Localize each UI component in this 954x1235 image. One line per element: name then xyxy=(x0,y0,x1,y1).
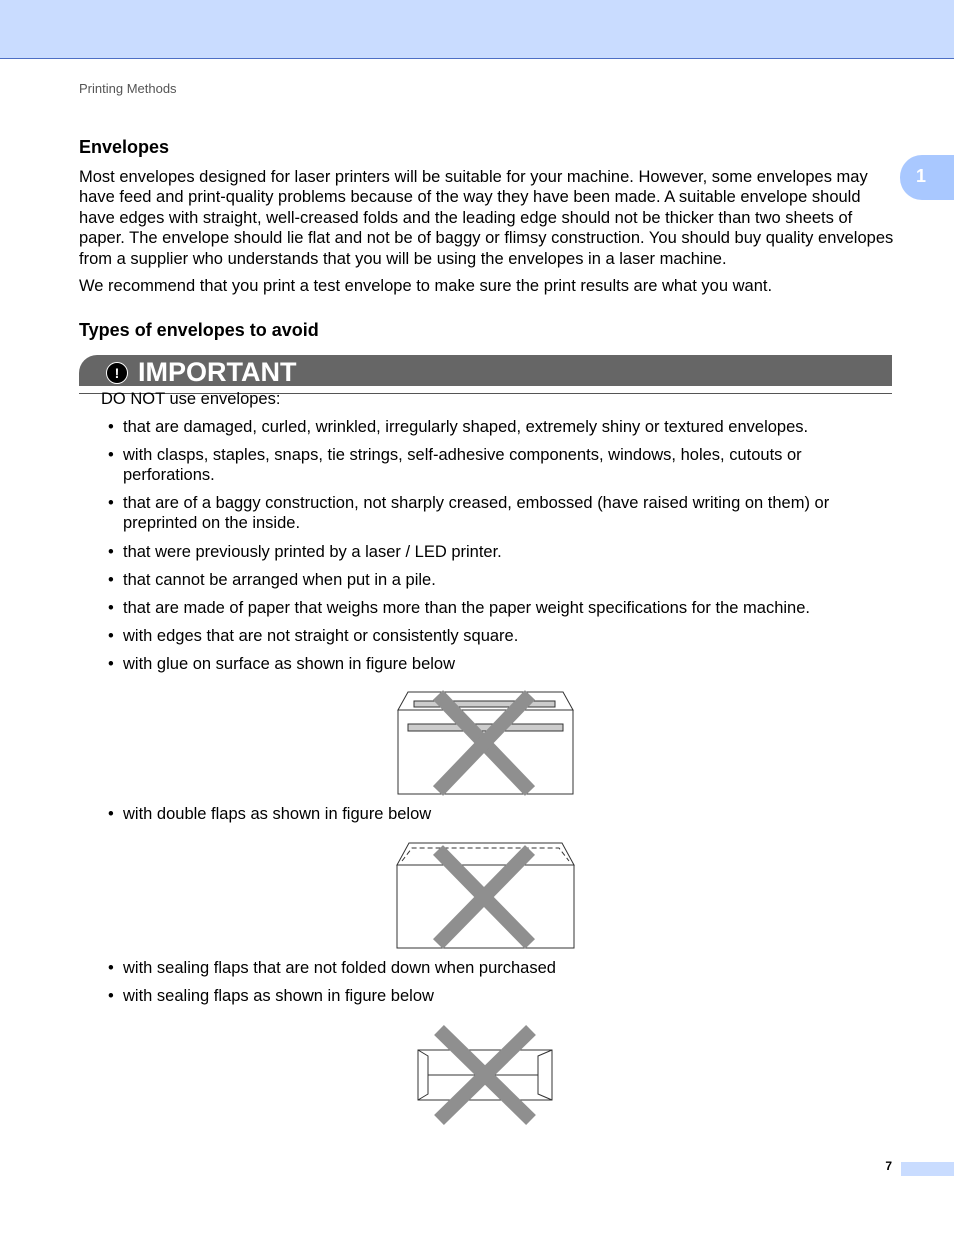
list-item: • that are damaged, curled, wrinkled, irregularly shaped, extremely shiny or textured envelopes. xyxy=(108,417,878,437)
important-intro: DO NOT use envelopes: xyxy=(101,390,281,408)
list-item: • that cannot be arranged when put in a pile. xyxy=(108,570,878,590)
envelopes-heading: Envelopes xyxy=(79,137,170,157)
double-flap-envelope-figure xyxy=(395,841,577,951)
types-to-avoid-heading: Types of envelopes to avoid xyxy=(79,320,319,340)
chapter-tab[interactable]: 1 xyxy=(900,155,954,200)
important-title: IMPORTANT xyxy=(138,357,297,387)
exclamation-icon: ! xyxy=(106,362,128,384)
envelopes-paragraph-2: We recommend that you print a test envelope to make sure the print results are what you want. xyxy=(79,277,773,295)
glue-envelope-figure xyxy=(396,690,576,798)
list-item: • that are made of paper that weighs more than the paper weight specifications for the machine. xyxy=(108,598,878,618)
list-item: • that were previously printed by a laser / LED printer. xyxy=(108,542,878,562)
top-header-band xyxy=(0,0,954,59)
list-item: • with double flaps as shown in figure below xyxy=(108,804,878,824)
list-item: • with clasps, staples, snaps, tie strings, self-adhesive components, windows, holes, cutouts or perforations. xyxy=(108,445,878,486)
sealing-flap-envelope-figure xyxy=(416,1022,556,1128)
envelopes-paragraph-1: Most envelopes designed for laser printers will be suitable for your machine. However, some envelopes may have feed and print-quality problems because of the way they have been made. A suitable envelope should have edges with straight, well-creased folds and the leading edge should not be thicker than two sheets of paper. The envelope should lie flat and not be of baggy or flimsy construction. You should buy quality envelopes from a supplier who understands that you will be using the envelopes in a laser machine. xyxy=(79,168,894,268)
list-item: • with sealing flaps as shown in figure below xyxy=(108,986,878,1006)
list-item: • with edges that are not straight or consistently square. xyxy=(108,626,878,646)
section-label: Printing Methods xyxy=(79,81,177,96)
list-item: • that are of a baggy construction, not sharply creased, embossed (have raised writing on them) or preprinted on the inside. xyxy=(108,493,878,534)
page-tab xyxy=(901,1162,954,1176)
list-item: • with sealing flaps that are not folded down when purchased xyxy=(108,958,878,978)
list-item: • with glue on surface as shown in figure below xyxy=(108,654,878,674)
page-number: 7 xyxy=(885,1159,892,1173)
